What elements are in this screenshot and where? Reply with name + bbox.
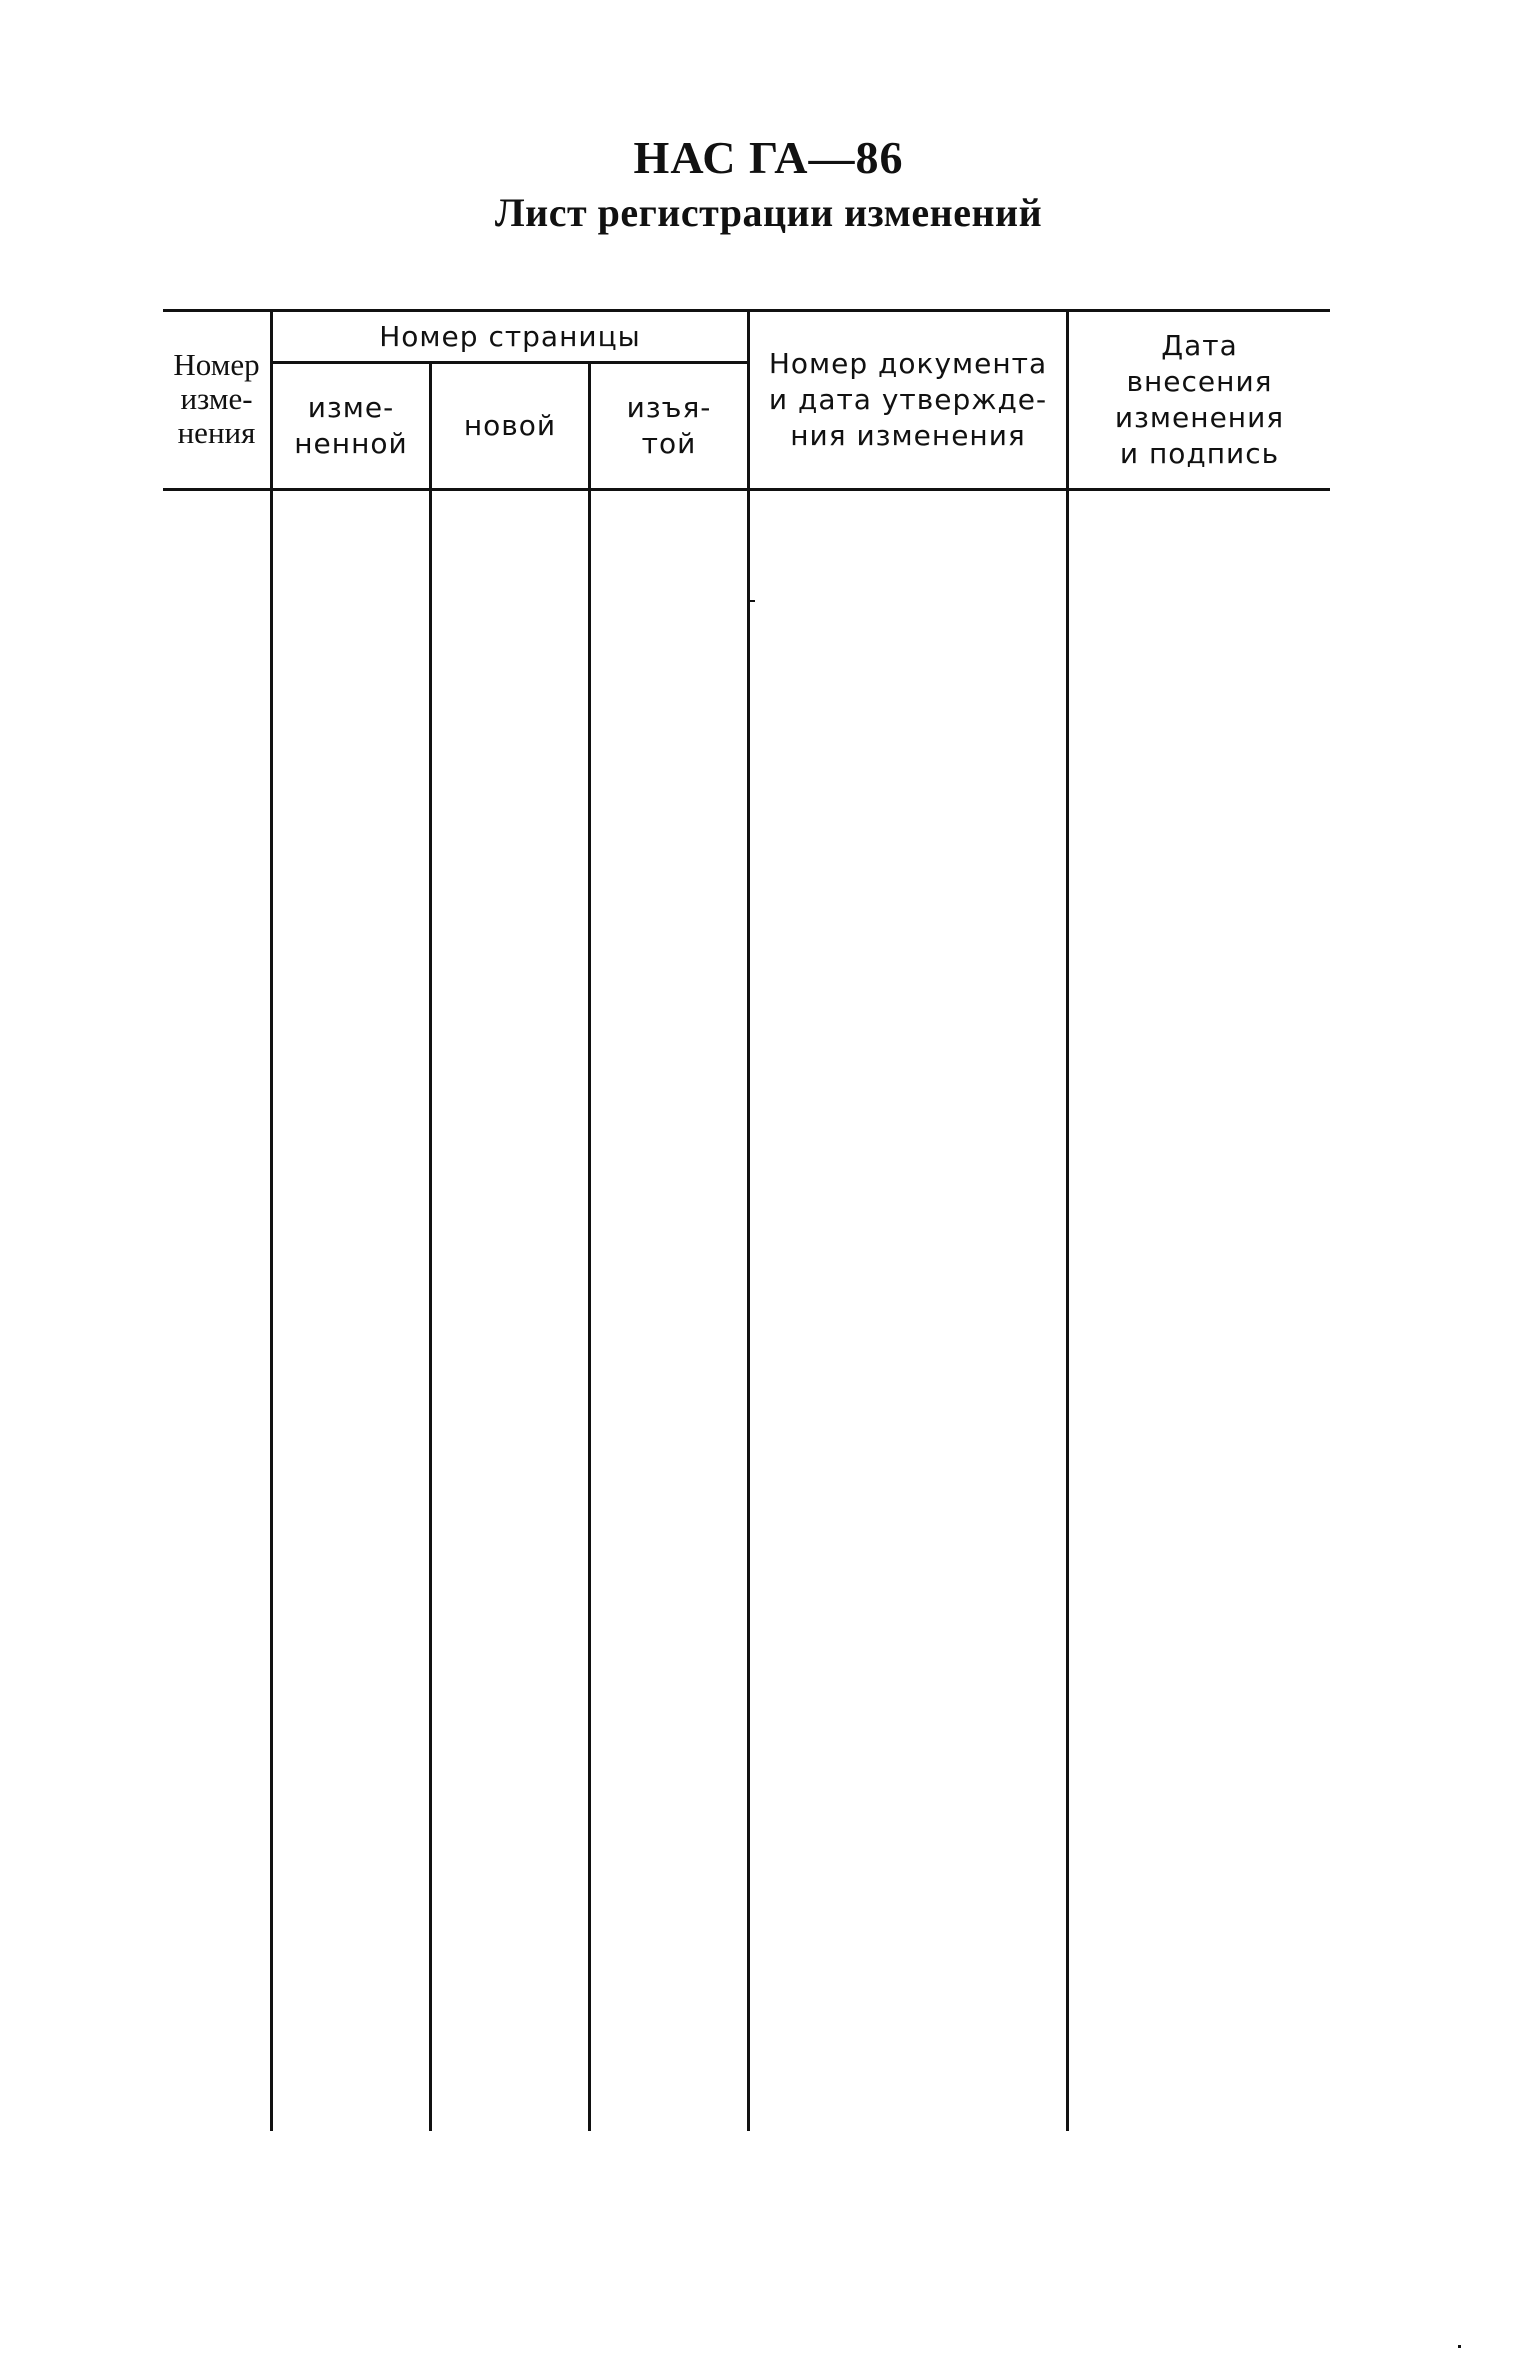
document-title: Лист регистрации изменений — [494, 190, 1043, 236]
page-edge-mark — [1458, 2345, 1461, 2348]
column-divider-2 — [429, 361, 432, 2131]
column-divider-3 — [588, 361, 591, 2131]
header-page-new: новой — [463, 409, 557, 442]
header-document-number-date: Номер документа и дата утвержде- ния изменения — [768, 347, 1048, 452]
header-entry-date-signature: Дата внесения изменения и подпись — [1114, 329, 1285, 470]
document-code: НАС ГА—86 — [633, 132, 904, 183]
column-divider-4 — [747, 309, 750, 2131]
column-divider-5 — [1066, 309, 1069, 2131]
stray-tick-mark — [749, 600, 755, 602]
column-divider-1 — [270, 309, 273, 2131]
header-page-changed: изме- ненной — [294, 391, 408, 460]
header-page-removed: изъя- той — [626, 391, 712, 460]
header-change-number: Номер изме- нения — [173, 346, 260, 450]
title-block — [0, 130, 1537, 237]
header-page-number-group: Номер страницы — [379, 319, 641, 353]
